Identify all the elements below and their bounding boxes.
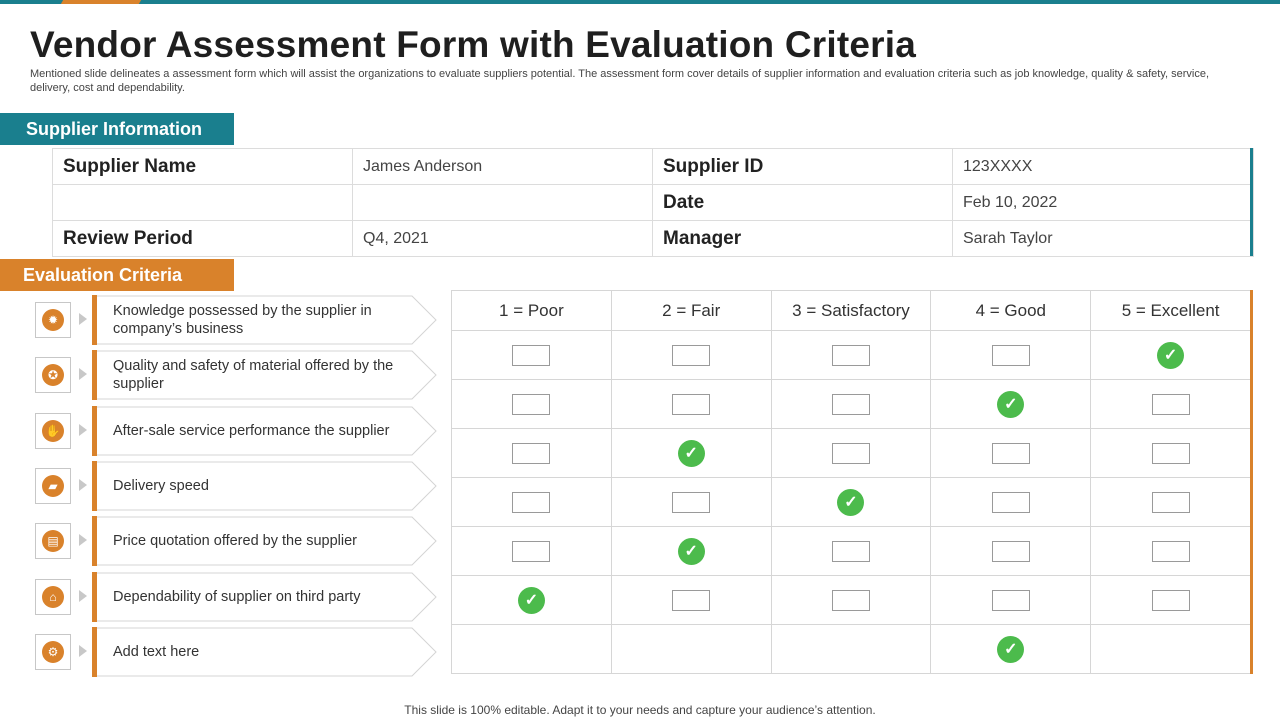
rating-cell [452,527,612,576]
rating-row [452,576,1251,625]
rating-cell [1091,478,1251,527]
criteria-arrow-box [92,627,437,677]
rating-header: 2 = Fair [611,291,771,331]
info-value: 123XXXX [953,149,1254,185]
rating-cell [1091,576,1251,625]
rating-header: 3 = Satisfactory [771,291,931,331]
rating-grid-accent [1250,290,1253,674]
rating-row [452,429,1251,478]
info-label: Manager [653,221,953,257]
rating-cell [1091,429,1251,478]
rating-checkbox[interactable] [832,590,870,611]
rating-checkbox[interactable] [512,394,550,415]
rating-cell [931,625,1091,674]
rating-cell [931,380,1091,429]
table-row [53,221,1254,257]
document-icon: ▤ [42,530,64,552]
rating-cell [1091,625,1251,674]
rating-cell [931,576,1091,625]
rating-header: 4 = Good [931,291,1091,331]
rating-cell [611,429,771,478]
rating-row [452,380,1251,429]
rating-row [452,527,1251,576]
criteria-arrow-box [92,295,437,345]
rating-header: 5 = Excellent [1091,291,1251,331]
play-arrow-icon [79,590,87,602]
supplier-information-heading: Supplier Information [0,113,234,145]
play-arrow-icon [79,368,87,380]
criteria-icon-box [35,523,71,559]
rating-cell [611,478,771,527]
rating-cell [452,380,612,429]
info-label: Supplier ID [653,149,953,185]
criteria-label: Price quotation offered by the supplier [113,533,357,549]
rating-checkbox[interactable] [672,492,710,513]
rating-cell [452,625,612,674]
rating-checkbox[interactable] [832,541,870,562]
rating-checkbox[interactable] [992,345,1030,366]
rating-checkbox[interactable] [832,443,870,464]
rating-header: 1 = Poor [452,291,612,331]
network-icon: ⌂ [42,586,64,608]
criteria-arrow-box [92,572,437,622]
info-value: Feb 10, 2022 [953,185,1254,221]
rating-checkbox[interactable] [1152,492,1190,513]
rating-cell [771,429,931,478]
criteria-icon-box [35,413,71,449]
rating-cell [1091,331,1251,380]
rating-cell [611,576,771,625]
criteria-label: Quality and safety of material offered by the supplier [113,358,394,392]
play-arrow-icon [79,534,87,546]
rating-grid [451,290,1251,674]
criteria-label: Delivery speed [113,478,209,494]
table-row [53,149,1254,185]
top-accent-bar [0,0,1280,4]
rating-cell [611,527,771,576]
criteria-icon-box [35,579,71,615]
play-arrow-icon [79,645,87,657]
evaluation-criteria-heading: Evaluation Criteria [0,259,234,291]
info-label [53,185,353,221]
check-icon[interactable]: ✓ [518,587,545,614]
info-value [353,185,653,221]
rating-cell [1091,527,1251,576]
rating-cell [452,331,612,380]
rating-cell [771,380,931,429]
check-icon[interactable]: ✓ [997,636,1024,663]
page-title: Vendor Assessment Form with Evaluation Criteria [30,24,916,65]
rating-cell [771,478,931,527]
rating-cell [611,331,771,380]
criteria-icon-box [35,634,71,670]
criteria-label: Add text here [113,644,200,660]
lightbulb-icon: ✹ [42,309,64,331]
criteria-arrow-box [92,406,437,456]
play-arrow-icon [79,479,87,491]
criteria-icon-box [35,302,71,338]
rating-cell [452,429,612,478]
rating-cell [452,576,612,625]
info-label: Date [653,185,953,221]
table-row [53,185,1254,221]
info-value: Q4, 2021 [353,221,653,257]
gear-icon: ⚙ [42,641,64,663]
page-subtitle: Mentioned slide delineates a assessment form which will assist the organizations to evaluate suppliers potential. The assessment form cover details of supplier information and evaluation criteria such as job knowledge, quality & safety, service, delivery, cost and dependability. [30,68,1210,94]
rating-checkbox[interactable] [672,345,710,366]
rating-row [452,331,1251,380]
top-accent-stripe [61,0,141,4]
play-arrow-icon [79,424,87,436]
hand-service-icon: ✋ [42,420,64,442]
rating-cell [771,331,931,380]
criteria-arrow-box [92,350,437,400]
rating-cell [611,625,771,674]
rating-cell [931,429,1091,478]
criteria-arrow-box [92,516,437,566]
rating-header-row [452,291,1251,331]
rating-row [452,625,1251,674]
rating-cell [1091,380,1251,429]
rating-checkbox[interactable] [992,492,1030,513]
rating-checkbox[interactable] [992,443,1030,464]
rating-cell [611,380,771,429]
criteria-arrow-box [92,461,437,511]
rating-checkbox[interactable] [832,394,870,415]
delivery-truck-icon: ▰ [42,475,64,497]
footer-note: This slide is 100% editable. Adapt it to your needs and capture your audience’s attention. [404,703,876,717]
rating-checkbox[interactable] [1152,394,1190,415]
criteria-label: Dependability of supplier on third party [113,589,361,605]
rating-checkbox[interactable] [512,492,550,513]
quality-badge-icon: ✪ [42,364,64,386]
rating-checkbox[interactable] [512,541,550,562]
rating-checkbox[interactable] [672,590,710,611]
criteria-icon-box [35,357,71,393]
info-label: Review Period [53,221,353,257]
info-table-accent [1250,148,1253,256]
check-icon[interactable]: ✓ [678,440,705,467]
rating-cell [931,478,1091,527]
rating-checkbox[interactable] [672,394,710,415]
rating-cell [452,478,612,527]
check-icon[interactable]: ✓ [837,489,864,516]
rating-cell [931,331,1091,380]
rating-checkbox[interactable] [1152,443,1190,464]
rating-cell [931,527,1091,576]
check-icon[interactable]: ✓ [678,538,705,565]
rating-checkbox[interactable] [992,590,1030,611]
info-label: Supplier Name [53,149,353,185]
rating-checkbox[interactable] [992,541,1030,562]
rating-checkbox[interactable] [512,443,550,464]
rating-row [452,478,1251,527]
rating-checkbox[interactable] [832,345,870,366]
info-value: James Anderson [353,149,653,185]
supplier-info-table [52,148,1254,257]
rating-cell [771,625,931,674]
check-icon[interactable]: ✓ [1157,342,1184,369]
criteria-icon-box [35,468,71,504]
check-icon[interactable]: ✓ [997,391,1024,418]
criteria-label: After-sale service performance the supplier [113,423,390,439]
info-value: Sarah Taylor [953,221,1254,257]
criteria-label: Knowledge possessed by the supplier in company’s business [113,303,372,337]
rating-checkbox[interactable] [1152,590,1190,611]
play-arrow-icon [79,313,87,325]
rating-checkbox[interactable] [1152,541,1190,562]
rating-cell [771,527,931,576]
rating-cell [771,576,931,625]
rating-checkbox[interactable] [512,345,550,366]
